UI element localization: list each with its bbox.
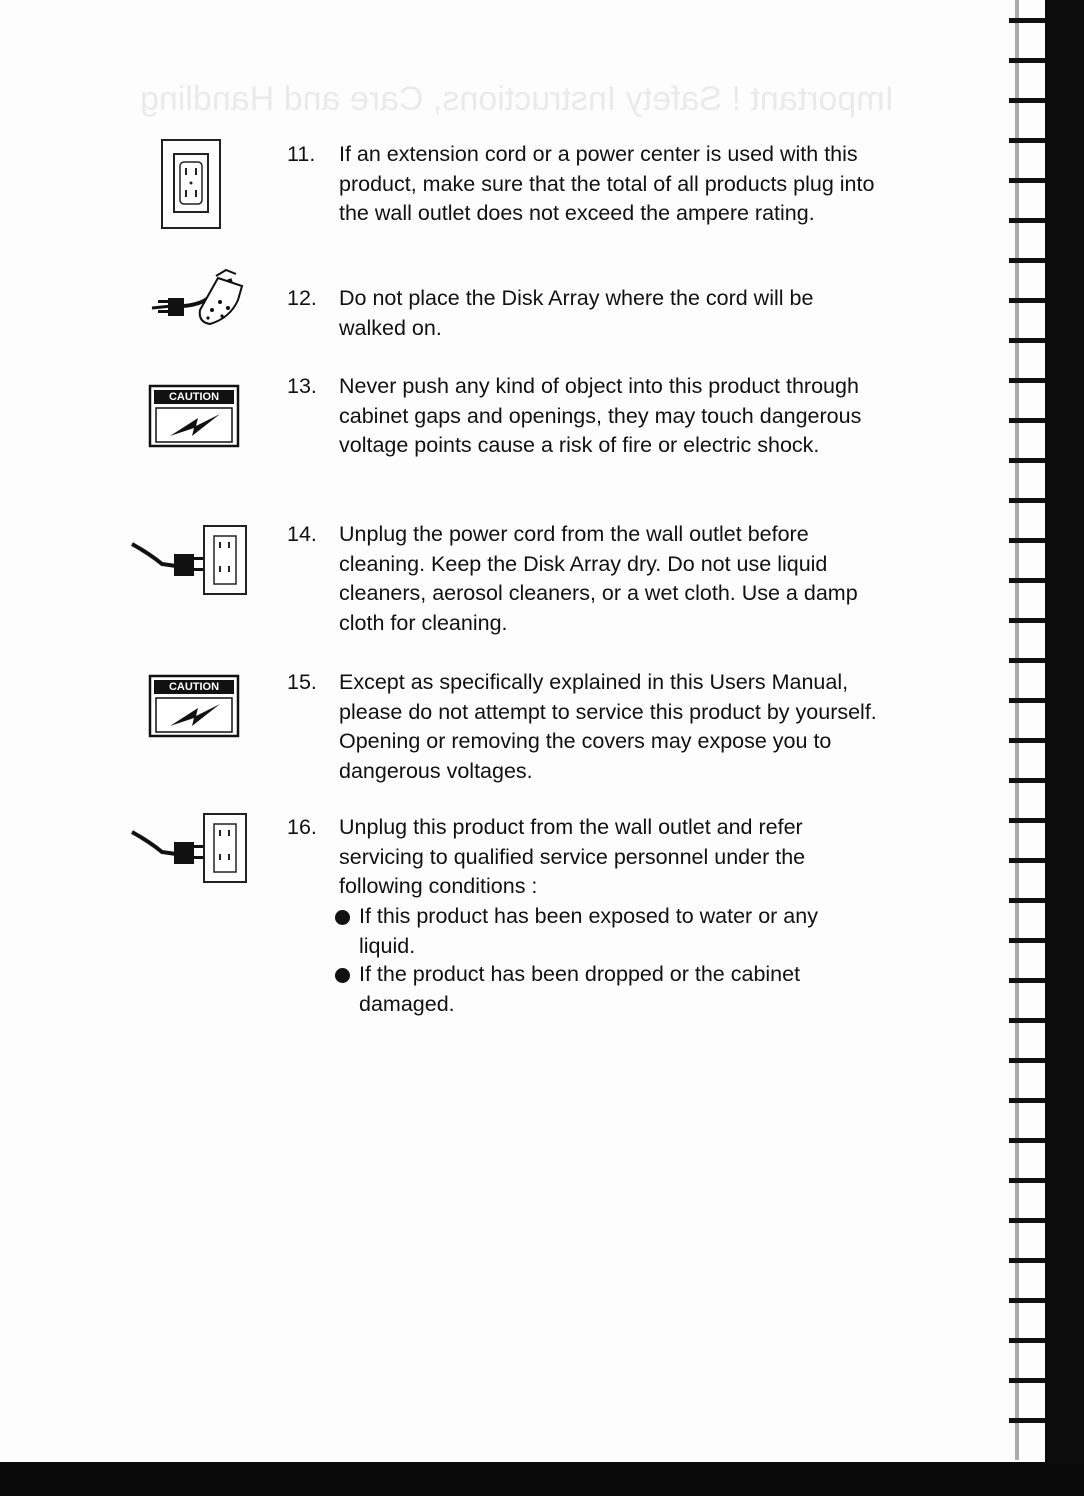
bullet-text: If this product has been exposed to water or any liquid. <box>359 904 818 958</box>
bullet-icon <box>335 968 350 983</box>
item-text: Unplug this product from the wall outlet and refer servicing to qualified service personnel under the following conditions : <box>339 815 806 898</box>
item-number: 16. <box>287 815 317 839</box>
trampled-cord-icon <box>150 266 250 337</box>
scan-edge-right <box>1045 0 1084 1496</box>
item-text: Unplug the power cord from the wall outlet before cleaning. Keep the Disk Array dry. Do not use liquid cleaners, aerosol cleaners, or a wet cloth. Use a damp cloth for cleaning. <box>339 522 858 635</box>
item-text: Do not place the Disk Array where the cord will be walked on. <box>339 286 814 340</box>
unplug-outlet-icon <box>128 812 252 891</box>
caution-label: CAUTION <box>168 681 220 693</box>
item-number: 15. <box>287 670 317 694</box>
caution-shock-icon <box>148 384 240 453</box>
item-text: Except as specifically explained in this Users Manual, please do not attempt to service this product by yourself. Opening or removing the covers may expose you to dangerous voltages. <box>339 670 877 783</box>
item-number: 12. <box>287 286 317 310</box>
bullet-text: If the product has been dropped or the cabinet damaged. <box>359 962 801 1016</box>
spiral-binding <box>1005 0 1045 1460</box>
unplug-outlet-icon <box>128 524 252 603</box>
item-text: Never push any kind of object into this product through cabinet gaps and openings, they may touch dangerous voltage points cause a risk of fire or electric shock. <box>339 374 862 457</box>
bullet-icon <box>335 910 350 925</box>
show-through-shadow: Important ! Safety Instructions, Care and Handling <box>140 80 895 118</box>
caution-shock-icon <box>148 674 240 743</box>
wall-outlet-icon <box>160 138 222 235</box>
item-number: 13. <box>287 374 317 398</box>
item-text: If an extension cord or a power center is used with this product, make sure that the total of all products plug into the wall outlet does not exceed the ampere rating. <box>339 142 875 225</box>
caution-label: CAUTION <box>168 391 220 403</box>
item-number: 11. <box>287 142 316 166</box>
scan-edge-bottom <box>0 1462 1084 1496</box>
item-number: 14. <box>287 522 317 546</box>
